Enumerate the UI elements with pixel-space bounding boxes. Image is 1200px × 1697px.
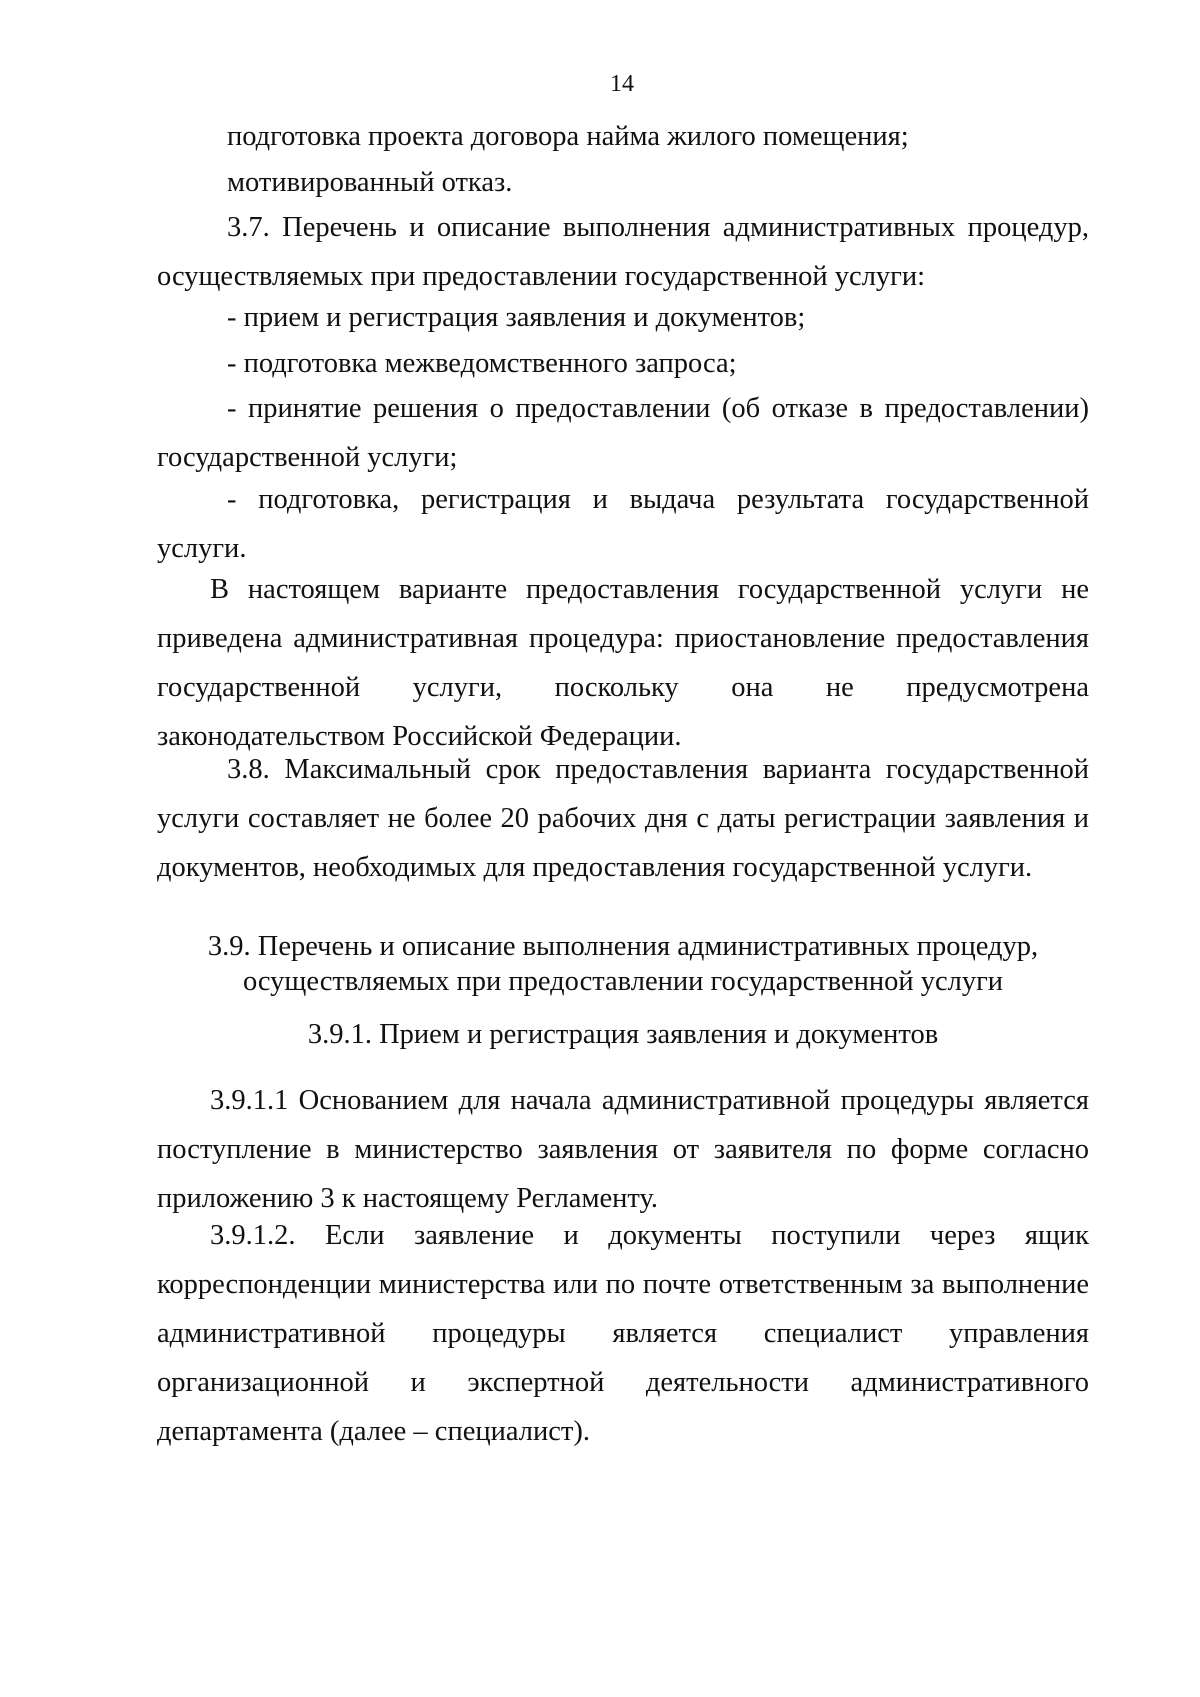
paragraph-3-8: 3.8. Максимальный срок предоставления варианта государственной услуги составляет не более 20 рабочих дня с даты регистрации заявления и документов, необходимых для предоставления государственной услуги. xyxy=(157,754,1089,883)
section-heading-line1: 3.9. Перечень и описание выполнения административных процедур, xyxy=(207,931,1039,962)
list-item-reception: - прием и регистрация заявления и документов; xyxy=(227,302,806,333)
list-item-interagency-request: - подготовка межведомственного запроса; xyxy=(227,348,737,379)
paragraph-3-9-1-1: 3.9.1.1 Основанием для начала административной процедуры является поступление в министерство заявления от заявителя по форме согласно приложению 3 к настоящему Регламенту. xyxy=(157,1085,1089,1214)
list-item-decision: - принятие решения о предоставлении (об отказе в предоставлении) государственной услуги; xyxy=(157,393,1089,473)
paragraph-suspension-note: В настоящем варианте предоставления государственной услуги не приведена административная процедура: приостановление предоставления государственной услуги, поскольку она не предусмотрена законодательством Российской Федерации. xyxy=(157,574,1089,752)
subsection-heading: 3.9.1. Прием и регистрация заявления и документов xyxy=(307,1019,939,1050)
page-number: 14 xyxy=(610,71,634,97)
section-heading-line2: осуществляемых при предоставлении государственной услуги xyxy=(242,966,1004,997)
paragraph-3-9-1-2: 3.9.1.2. Если заявление и документы поступили через ящик корреспонденции министерства или по почте ответственным за выполнение административной процедуры является специалист управления организационной и экспертной деятельности административного департамента (далее – специалист). xyxy=(157,1220,1089,1447)
list-item-result-issuance: - подготовка, регистрация и выдача результата государственной услуги. xyxy=(157,484,1089,564)
paragraph-contract-draft: подготовка проекта договора найма жилого помещения; xyxy=(227,121,909,152)
paragraph-3-7: 3.7. Перечень и описание выполнения административных процедур, осуществляемых при предоставлении государственной услуги: xyxy=(157,212,1089,292)
paragraph-refusal: мотивированный отказ. xyxy=(227,167,513,198)
